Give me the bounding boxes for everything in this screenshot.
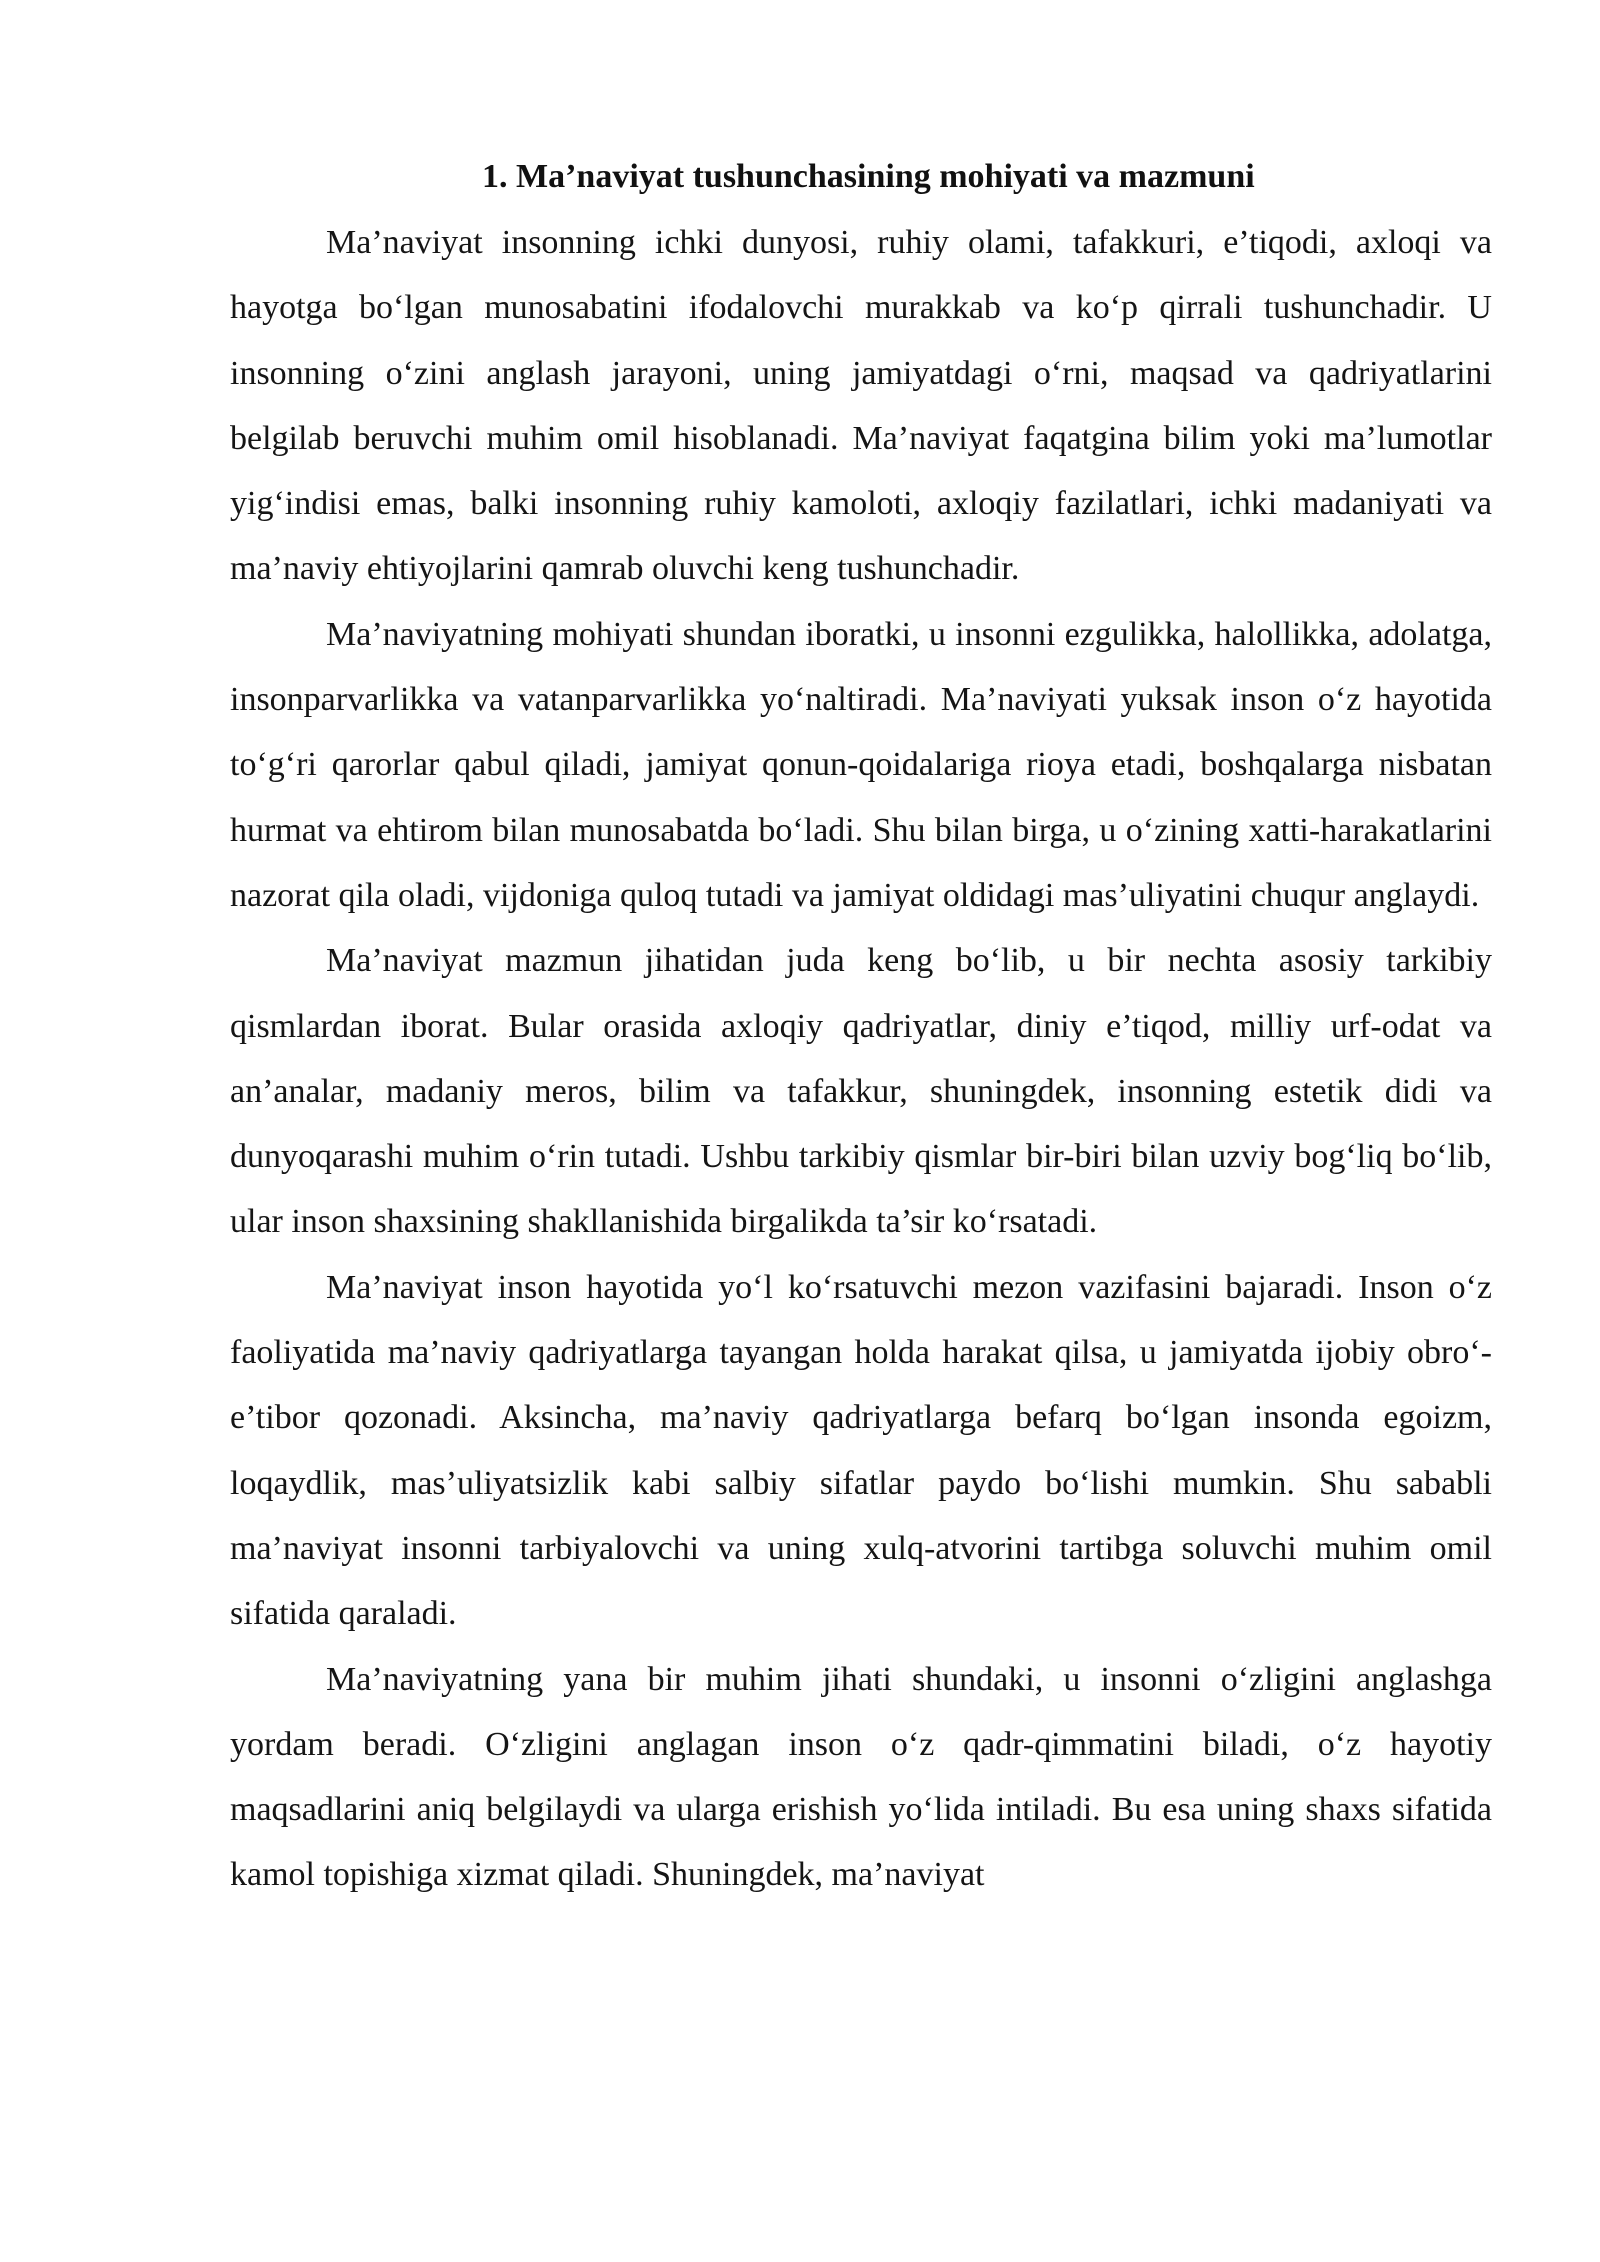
document-body [230, 150, 1492, 1908]
section-heading: 1. Ma’naviyat tushunchasining mohiyati va mazmuni [482, 158, 1255, 195]
paragraph-2: Ma’naviyatning mohiyati shundan iboratki, u insonni ezgulikka, halollikka, adolatga, insonparvarlikka va vatanparvarlikka yo‘naltiradi. Ma’naviyati yuksak inson o‘z hayotida to‘g‘ri qarorlar qabul qiladi, jamiyat qonun-qoidalariga rioya etadi, boshqalarga nisbatan hurmat va ehtirom bilan munosabatda bo‘ladi. Shu bilan birga, u o‘zining xatti-harakatlarini nazorat qila oladi, vijdoniga quloq tutadi va jamiyat oldidagi mas’uliyatini chuqur anglaydi. [230, 615, 1492, 914]
paragraph-1: Ma’naviyat insonning ichki dunyosi, ruhiy olami, tafakkuri, e’tiqodi, axloqi va hayotga bo‘lgan munosabatini ifodalovchi murakkab va ko‘p qirrali tushunchadir. U insonning o‘zini anglash jarayoni, uning jamiyatdagi o‘rni, maqsad va qadriyatlarini belgilab beruvchi muhim omil hisoblanadi. Ma’naviyat faqatgina bilim yoki ma’lumotlar yig‘indisi emas, balki insonning ruhiy kamoloti, axloqiy fazilatlari, ichki madaniyati va ma’naviy ehtiyojlarini qamrab oluvchi keng tushunchadir. [230, 224, 1492, 588]
paragraph-3: Ma’naviyat mazmun jihatidan juda keng bo‘lib, u bir nechta asosiy tarkibiy qismlardan iborat. Bular orasida axloqiy qadriyatlar, diniy e’tiqod, milliy urf-odat va an’analar, madaniy meros, bilim va tafakkur, shuningdek, insonning estetik didi va dunyoqarashi muhim o‘rin tutadi. Ushbu tarkibiy qismlar bir-biri bilan uzviy bog‘liq bo‘lib, ular inson shaxsining shakllanishida birgalikda ta’sir ko‘rsatadi. [230, 942, 1492, 1241]
paragraph-4: Ma’naviyat inson hayotida yo‘l ko‘rsatuvchi mezon vazifasini bajaradi. Inson o‘z faoliyatida ma’naviy qadriyatlarga tayangan holda harakat qilsa, u jamiyatda ijobiy obro‘-e’tibor qozonadi. Aksincha, ma’naviy qadriyatlarga befarq bo‘lgan insonda egoizm, loqaydlik, mas’uliyatsizlik kabi salbiy sifatlar paydo bo‘lishi mumkin. Shu sababli ma’naviyat insonni tarbiyalovchi va uning xulq-atvorini tartibga soluvchi muhim omil sifatida qaraladi. [230, 1268, 1492, 1633]
paragraph-5: Ma’naviyatning yana bir muhim jihati shundaki, u insonni o‘zligini anglashga yordam beradi. O‘zligini anglagan inson o‘z qadr-qimmatini biladi, o‘z hayotiy maqsadlarini aniq belgilaydi va ularga erishish yo‘lida intiladi. Bu esa uning shaxs sifatida kamol topishiga xizmat qiladi. Shuningdek, ma’naviyat [230, 1660, 1492, 1894]
